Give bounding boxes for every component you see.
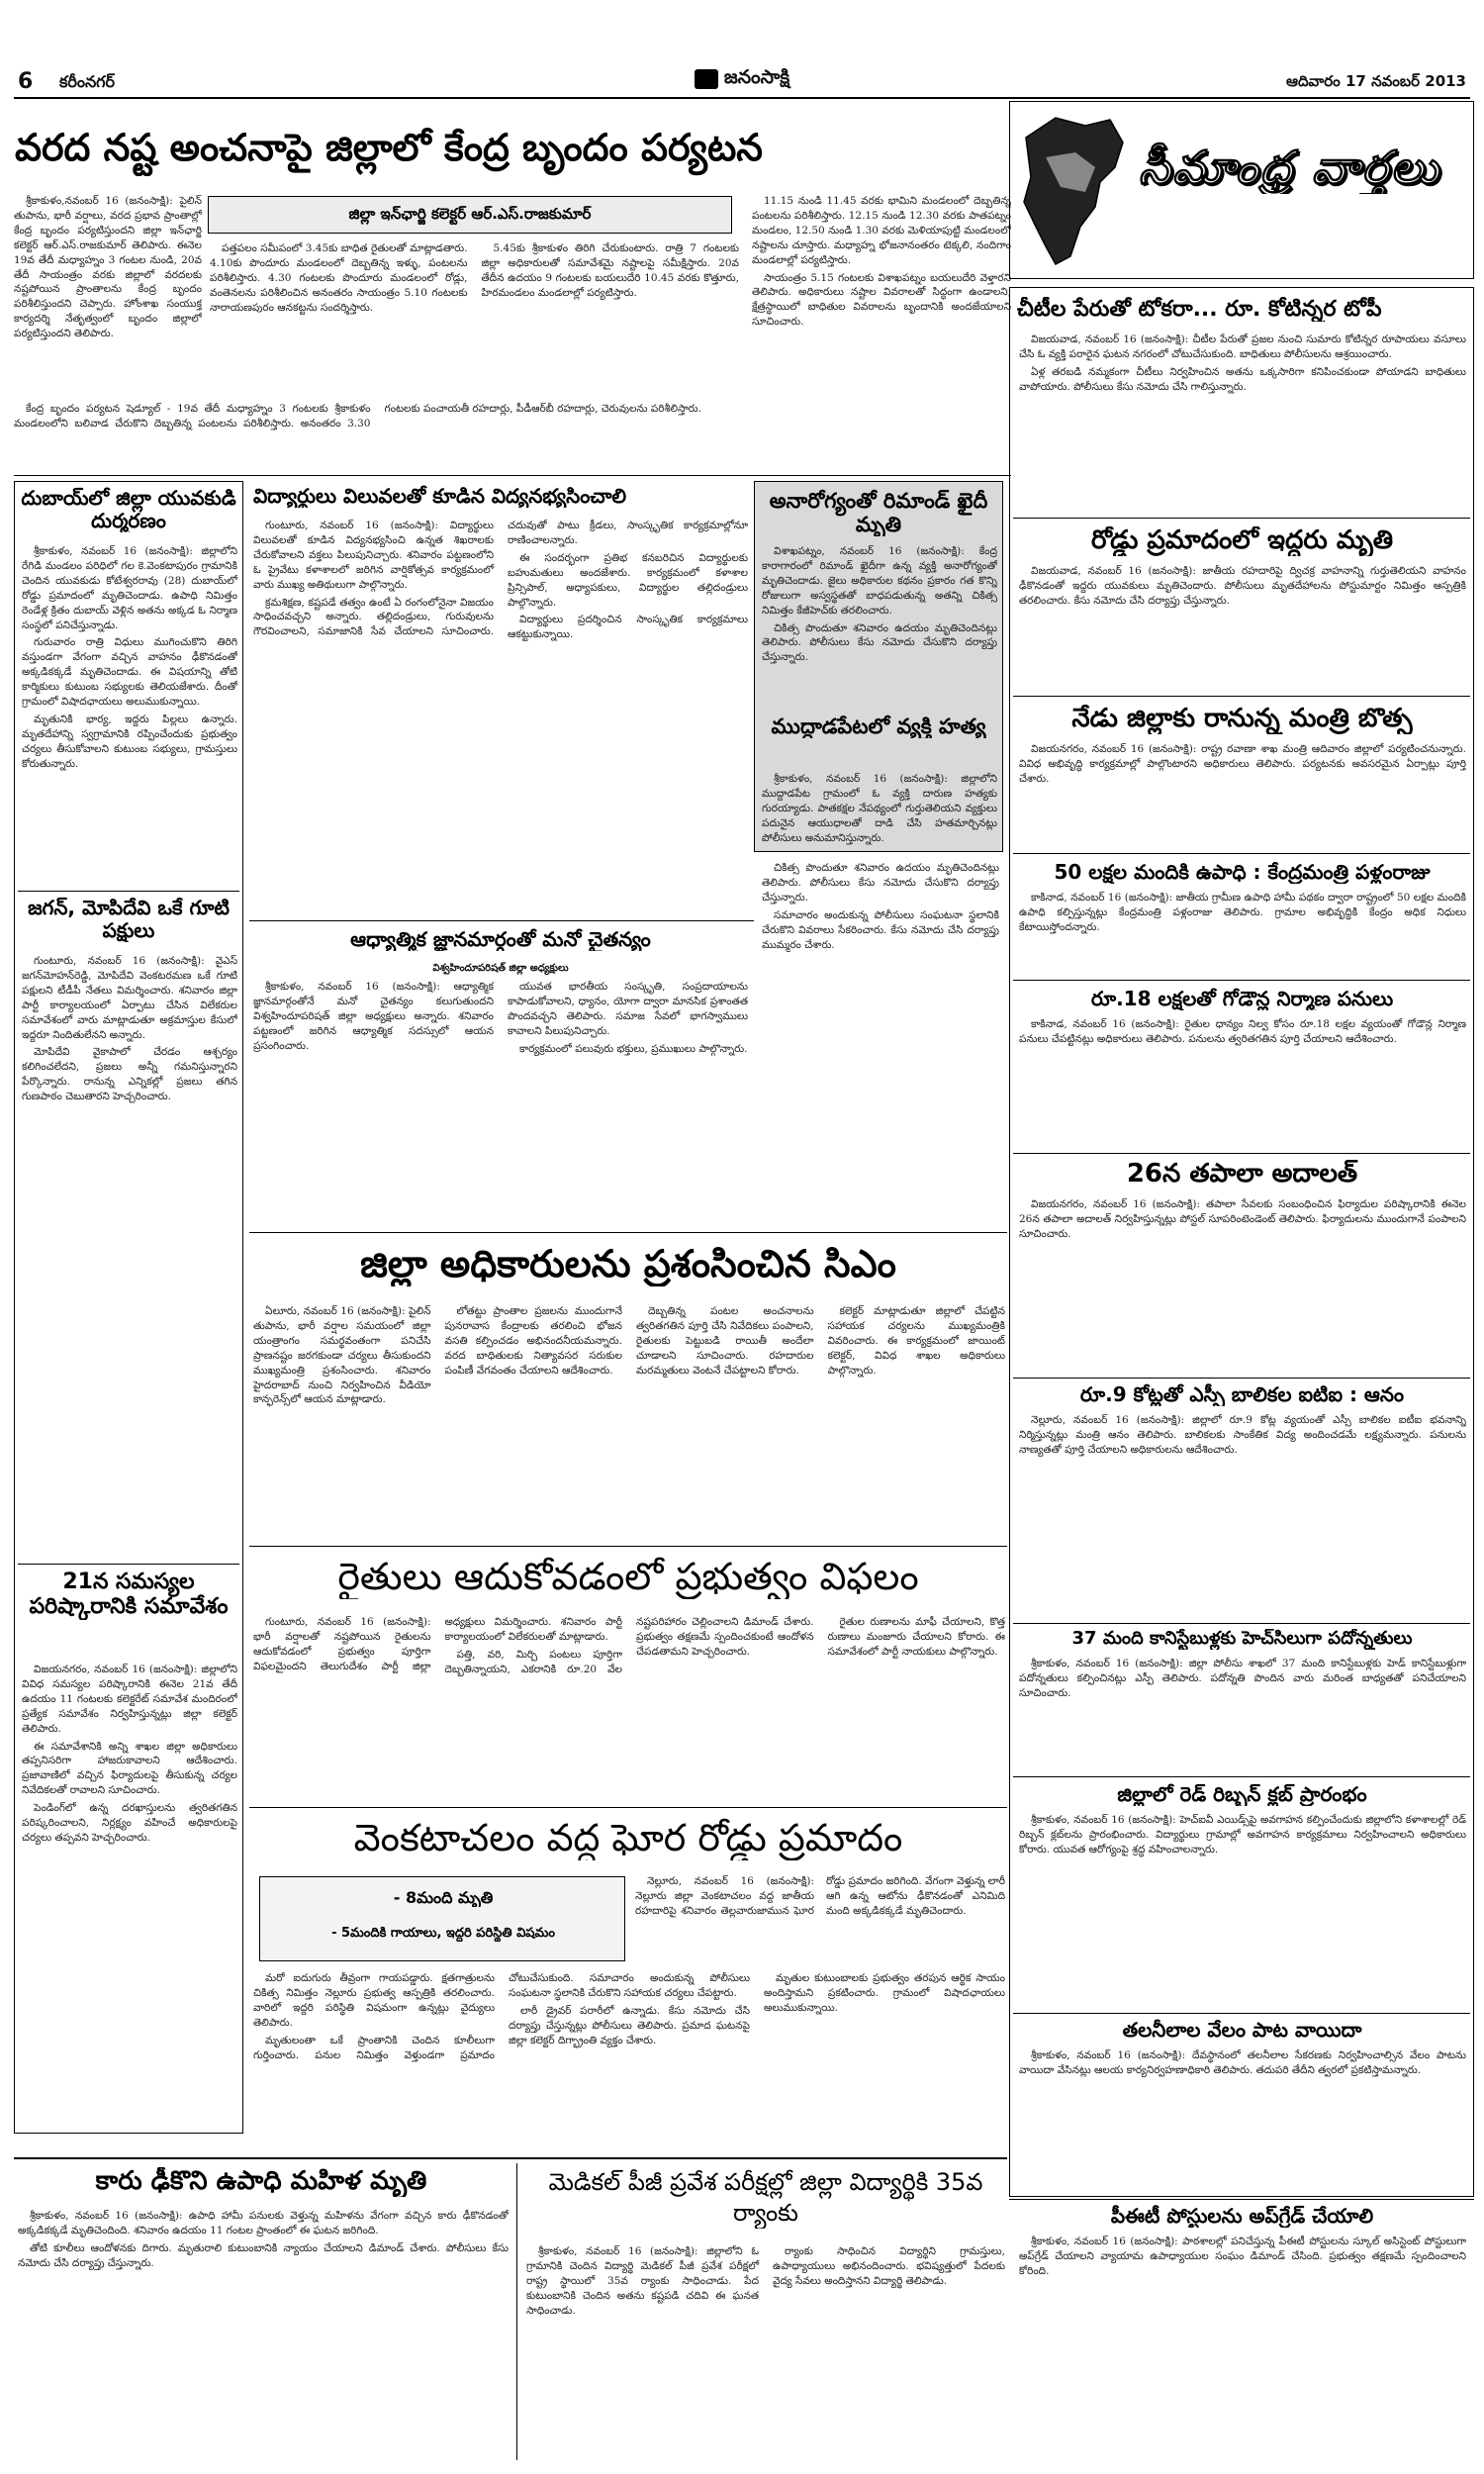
page-number: 6 [18, 69, 34, 94]
a10-para: గుంటూరు, నవంబర్ 16 (జనంసాక్షి): భారీ వర్షాలతో నష్టపోయిన రైతులను ఆదుకోవడంలో ప్రభుత్వం పూర్తిగా విఫలమైందని తెలుగుదేశం పార్టీ జిల్లా అధ్యక్షులు విమర్శించారు. శనివారం పార్టీ కార్యాలయంలో విలేకరులతో మాట్లాడారు. [253, 1616, 622, 1672]
divider [1013, 518, 1470, 519]
r9-para: శ్రీకాకుళం, నవంబర్ 16 (జనంసాక్షి): హెచ్ఐవీ ఎయిడ్స్‌పై అవగాహన కల్పించేందుకు జిల్లాలోని కళాశాలల్లో రెడ్ రిబ్బన్ క్లబ్‌లను ప్రారంభించారు. విద్యార్థులు గ్రామాల్లో అవగాహన కార్యక్రమాలు నిర్వహించాలని అధికారులు కోరారు. యువత ఆరోగ్యంపై శ్రద్ధ వహించాలన్నారు. [1019, 1814, 1466, 1856]
a2-body [22, 544, 237, 886]
a1-para: శ్రీకాకుళం,నవంబర్ 16 (జనంసాక్షి): పైలిన్ తుపాను, భారీ వర్షాలు, వరద ప్రభావ ప్రాంతాల్లో కేంద్ర బృందం పర్యటిస్తుందని జిల్లా ఇన్‌ఛార్జి కలెక్టర్ ఆర్.ఎస్.రాజకుమార్ తెలిపారు. ఈనెల 19వ తేదీ మధ్యాహ్నం 3 గంటల నుండి, 20వ తేదీ సాయంత్రం వరకు జిల్లాలో వరదలకు నష్టపోయిన ప్రాంతాలను కేంద్ర బృందం పరిశీలిస్తుందని చెప్పారు. హోంశాఖ సంయుక్త కార్యదర్శి నేతృత్వంలో బృందం జిల్లాలో పర్యటిస్తుందని తెలిపారు. [14, 195, 202, 340]
r8-para: శ్రీకాకుళం, నవంబర్ 16 (జనంసాక్షి): జిల్లా పోలీసు శాఖలో 37 మంది కానిస్టేబుళ్లకు హెడ్ కానిస్టేబుళ్లుగా పదోన్నతులు కల్పించినట్లు ఎస్పీ తెలిపారు. పదోన్నతి పొందిన వారు మరింత బాధ్యతతో పనిచేయాలని సూచించారు. [1019, 1658, 1466, 1699]
r7-headline: రూ.9 కోట్లతో ఎస్సీ బాలికల ఐటిఐ : ఆనం [1079, 1383, 1405, 1406]
a7-para: సమాచారం అందుకున్న పోలీసులు సంఘటనా స్థలానికి చేరుకొని వివరాలు సేకరించారు. కేసు నమోదు చేసి దర్యాప్తు ముమ్మరం చేశారు. [762, 908, 999, 951]
a10-para: రైతుల రుణాలను మాఫీ చేయాలని, కొత్త రుణాలు మంజూరు చేయాలని కోరారు. ఈ సమావేశంలో పార్టీ నాయకులు పాల్గొన్నారు. [827, 1616, 1005, 1658]
a11-para: మృతుల కుటుంబాలకు ప్రభుత్వం తరపున ఆర్థిక సాయం అందిస్తామని ప్రకటించారు. గ్రామంలో విషాదఛాయలు అలుముకున్నాయి. [764, 1972, 1005, 2014]
a7-headline: ముద్దాడపేటలో వ్యక్తి హత్య [771, 714, 986, 738]
a6-body [762, 544, 997, 708]
a8-headline: ఆధ్యాత్మిక జ్ఞానమార్గంతో మనో చైతన్యం [350, 928, 651, 951]
a11-para: మరో ఐదుగురు తీవ్రంగా గాయపడ్డారు. క్షతగాత్రులను చికిత్స నిమిత్తం నెల్లూరు ప్రభుత్వ ఆస్పత్రికి తరలించారు. వారిలో ఇద్దరి పరిస్థితి విషమంగా ఉన్నట్లు వైద్యులు తెలిపారు. [253, 1972, 495, 2029]
a13-body [526, 2244, 1005, 2462]
r2-body [1019, 564, 1466, 693]
r7-body [1019, 1413, 1466, 1621]
a3-body [22, 954, 237, 1558]
a11-box [259, 1876, 625, 1961]
r1-para: విజయవాడ, నవంబర్ 16 (జనంసాక్షి): చీటీల పేరుతో ప్రజల నుంచి సుమారు కోటిన్నర రూపాయలు వసూలు చేసి ఓ వ్యక్తి పరారైన ఘటన నగరంలో చోటుచేసుకుంది. బాధితులు పోలీసులను ఆశ్రయించారు. [1019, 333, 1466, 360]
r11-body [1019, 2235, 1466, 2353]
a4-body [22, 1663, 237, 2128]
r6-headline: 26న తపాలా అదాలత్ [1126, 1160, 1358, 1189]
a13-para: శ్రీకాకుళం, నవంబర్ 16 (జనంసాక్షి): జిల్లాలోని ఓ గ్రామానికి చెందిన విద్యార్థి మెడికల్ పీజీ ప్రవేశ పరీక్షలో రాష్ట్ర స్థాయిలో 35వ ర్యాంకు సాధించాడు. పేద కుటుంబానికి చెందిన అతను కష్టపడి చదివి ఈ ఘనత సాధించాడు. [526, 2245, 759, 2317]
a1-para: 11.15 నుండి 11.45 వరకు భామిని మండలంలో దెబ్బతిన్న పంటలను పరిశీలిస్తారు. 12.15 నుండి 12.30 వరకు పాతపట్నం మండలం, 12.50 నుండి 1.30 వరకు మెళియాపుట్టి మండలంలో నష్టాలను చూస్తారు. మధ్యాహ్న భోజనానంతరం టెక్కలి, నందిగాం మండలాల్లో పర్యటిస్తారు. [752, 195, 1011, 266]
a9-para: ఏలూరు, నవంబర్ 16 (జనంసాక్షి): పైలిన్ తుపాను, భారీ వర్షాల సమయంలో జిల్లా యంత్రాంగం సమర్థవంతంగా పనిచేసి ప్రాణనష్టం జరగకుండా చర్యలు తీసుకుందని ముఖ్యమంత్రి ప్రశంసించారు. శనివారం హైదరాబాద్ నుంచి నిర్వహించిన వీడియో కాన్ఫరెన్స్‌లో ఆయన మాట్లాడారు. [253, 1305, 431, 1406]
a9-body [253, 1304, 1005, 1542]
a2-headline: దుబాయ్‌లో జిల్లా యువకుడి దుర్మరణం [21, 487, 236, 532]
r1-body [1019, 333, 1466, 516]
a9-headline: జిల్లా అధికారులను ప్రశంసించిన సిఎం [360, 1243, 896, 1285]
r8-headline: 37 మంది కానిస్టేబుళ్లకు హెచ్‌సిలుగా పదోన్నతులు [1071, 1629, 1413, 1649]
divider [1013, 853, 1470, 854]
a10-para: పత్తి, వరి, మిర్చి పంటలు పూర్తిగా దెబ్బతిన్నాయని, ఎకరానికి రూ.20 వేల నష్టపరిహారం చెల్లించాలని డిమాండ్ చేశారు. ప్రభుత్వం తక్షణమే స్పందించకుంటే ఆందోళన చేపడతామని హెచ్చరించారు. [444, 1616, 814, 1675]
a12-body [18, 2209, 509, 2461]
a12-para: శ్రీకాకుళం, నవంబర్ 16 (జనంసాక్షి): ఉపాధి హామీ పనులకు వెళ్తున్న మహిళను వేగంగా వచ్చిన కారు ఢీకొనడంతో అక్కడికక్కడే మృతిచెందింది. శనివారం ఉదయం 11 గంటల ప్రాంతంలో ఈ ఘటన జరిగింది. [18, 2210, 509, 2236]
r9-headline: జిల్లాలో రెడ్ రిబ్బన్ క్లబ్ ప్రారంభం [1117, 1783, 1367, 1806]
a4-para: ఈ సమావేశానికి అన్ని శాఖల జిల్లా అధికారులు తప్పనిసరిగా హాజరుకావాలని ఆదేశించారు. ప్రజావాణిలో వచ్చిన ఫిర్యాదులపై తీసుకున్న చర్యల నివేదికలతో రావాలని సూచించారు. [22, 1740, 237, 1797]
a4-para: విజయనగరం, నవంబర్ 16 (జనంసాక్షి): జిల్లాలోని వివిధ సమస్యల పరిష్కారానికి ఈనెల 21వ తేదీ ఉదయం 11 గంటలకు కలెక్టరేట్ సమావేశ మందిరంలో ప్రత్యేక సమావేశం నిర్వహిస్తున్నట్లు జిల్లా కలెక్టర్ తెలిపారు. [22, 1664, 237, 1735]
r10-para: శ్రీకాకుళం, నవంబర్ 16 (జనంసాక్షి): దేవస్థానంలో తలనీలాల సేకరణకు నిర్వహించాల్సిన వేలం పాటను వాయిదా వేసినట్లు ఆలయ కార్యనిర్వహణాధికారి తెలిపారు. తదుపరి తేదీని త్వరలో ప్రకటిస్తామన్నారు. [1019, 2049, 1466, 2076]
a13-para: ర్యాంకు సాధించిన విద్యార్థిని గ్రామస్తులు, ఉపాధ్యాయులు అభినందించారు. భవిష్యత్తులో పేదలకు వైద్య సేవలు అందిస్తానని విద్యార్థి తెలిపాడు. [773, 2245, 1005, 2287]
a8-subline: విశ్వహిందూపరిషత్ జిల్లా అధ్యక్షులు [432, 963, 569, 974]
a12-para: తోటి కూలీలు ఆందోళనకు దిగారు. మృతురాలి కుటుంబానికి న్యాయం చేయాలని డిమాండ్ చేశారు. పోలీసులు కేసు నమోదు చేసి దర్యాప్తు చేస్తున్నారు. [18, 2241, 509, 2269]
divider [1013, 1776, 1470, 1777]
a11-box-line2: - 5మందికి గాయాలు, ఇద్దరి పరిస్థితి విషమం [331, 1927, 555, 1941]
divider [1013, 2013, 1470, 2014]
r2-para: విజయవాడ, నవంబర్ 16 (జనంసాక్షి): జాతీయ రహదారిపై ద్విచక్ర వాహనాన్ని గుర్తుతెలియని వాహనం ఢీకొనడంతో ఇద్దరు యువకులు మృతిచెందారు. పోలీసులు మృతదేహాలను పోస్టుమార్టం నిమిత్తం ఆస్పత్రికి తరలించారు. కేసు నమోదు చేసి దర్యాప్తు చేస్తున్నారు. [1019, 565, 1466, 607]
a4-para: పెండింగ్‌లో ఉన్న దరఖాస్తులను త్వరితగతిన పరిష్కరించాలని, నిర్లక్ష్యం వహించే అధికారులపై చర్యలు తప్పవని హెచ్చరించారు. [22, 1802, 237, 1844]
r4-para: కాకినాడ, నవంబర్ 16 (జనంసాక్షి): జాతీయ గ్రామీణ ఉపాధి హామీ పథకం ద్వారా రాష్ట్రంలో 50 లక్షల మందికి ఉపాధి కల్పిస్తున్నట్లు కేంద్రమంత్రి పళ్లంరాజు తెలిపారు. గ్రామాల అభివృద్ధికి కేంద్రం అధిక నిధులు కేటాయిస్తోందన్నారు. [1019, 892, 1466, 933]
a1-col-mid [14, 402, 741, 473]
a6-para: విశాఖపట్నం, నవంబర్ 16 (జనంసాక్షి): కేంద్ర కారాగారంలో రిమాండ్ ఖైదీగా ఉన్న వ్యక్తి అనారోగ్యంతో మృతిచెందాడు. జైలు అధికారుల కథనం ప్రకారం గత కొన్ని రోజులుగా అస్వస్థతతో బాధపడుతున్న అతన్ని చికిత్స నిమిత్తం కేజీహెచ్‌కు తరలించారు. [762, 545, 997, 617]
a6-para: చికిత్స పొందుతూ శనివారం ఉదయం మృతిచెందినట్లు తెలిపారు. పోలీసులు కేసు నమోదు చేసుకొని దర్యాప్తు చేస్తున్నారు. [762, 621, 997, 664]
r3-body [1019, 742, 1466, 851]
a1-col-2-3 [210, 241, 739, 400]
a1-para: 5.45కు శ్రీకాకుళం తిరిగి చేరుకుంటారు. రాత్రి 7 గంటలకు జిల్లా అధికారులతో సమావేశమై నష్టాలపై సమీక్షిస్తారు. 20వ తేదీన ఉదయం 9 గంటలకు బయలుదేరి 10.45 వరకు కొత్తూరు, హిరమండలం మండలాల్లో పర్యటిస్తారు. [481, 242, 739, 299]
r3-para: విజయనగరం, నవంబర్ 16 (జనంసాక్షి): రాష్ట్ర రవాణా శాఖ మంత్రి ఆదివారం జిల్లాలో పర్యటించనున్నారు. వివిధ అభివృద్ధి కార్యక్రమాల్లో పాల్గొంటారని అధికారులు తెలిపారు. పర్యటనకు అవసరమైన ఏర్పాట్లు పూర్తి చేశారు. [1019, 743, 1466, 785]
a8-para: శ్రీకాకుళం, నవంబర్ 16 (జనంసాక్షి): ఆధ్యాత్మిక జ్ఞానమార్గంతోనే మనో చైతన్యం కలుగుతుందని విశ్వహిందూపరిషత్ జిల్లా అధ్యక్షులు అన్నారు. శనివారం పట్టణంలో జరిగిన ఆధ్యాత్మిక సదస్సులో ఆయన ప్రసంగించారు. [253, 981, 494, 1052]
divider [1013, 1153, 1470, 1154]
a8-body-right [762, 861, 999, 1227]
a2-para: శ్రీకాకుళం, నవంబర్ 16 (జనంసాక్షి): జిల్లాలోని రేగిడి మండలం పరిధిలో గల కె.వెంకటాపురం గ్రామానికి చెందిన యువకుడు కోటేశ్వరరావు (28) దుబాయ్‌లో రోడ్డు ప్రమాదంలో మృతిచెందాడు. ఉపాధి నిమిత్తం రెండేళ్ల క్రితం దుబాయ్ వెళ్లిన అతను అక్కడ ఓ నిర్మాణ సంస్థలో పనిచేస్తున్నాడు. [22, 545, 237, 631]
r10-headline: తలనీలాల వేలం పాట వాయిదా [1122, 2019, 1362, 2042]
r3-headline: నేడు జిల్లాకు రానున్న మంత్రి బొత్స [1071, 705, 1413, 733]
r11-headline: పీఈటీ పోస్టులను అప్‌గ్రేడ్ చేయాలి [1110, 2205, 1374, 2228]
divider [516, 2163, 517, 2460]
divider [18, 891, 239, 892]
r1-headline: చీటీల పేరుతో టోకరా... రూ. కోటిన్నర టోపీ [1017, 297, 1382, 322]
a3-headline: జగన్, మోపిదేవి ఒకే గూటి పక్షులు [28, 897, 230, 942]
header-rule [14, 97, 1470, 99]
a1-subhead: జిల్లా ఇన్‌ఛార్జి కలెక్టర్ ఆర్.ఎస్.రాజకుమార్ [348, 205, 592, 224]
r11-para: శ్రీకాకుళం, నవంబర్ 16 (జనంసాక్షి): పాఠశాలల్లో పనిచేస్తున్న పీఈటీ పోస్టులను స్కూల్ అసిస్టెంట్ పోస్టులుగా అప్‌గ్రేడ్ చేయాలని వ్యాయామ ఉపాధ్యాయుల సంఘం డిమాండ్ చేసింది. ప్రభుత్వం తక్షణమే స్పందించాలని కోరింది. [1019, 2236, 1466, 2277]
a1-col-4-5 [752, 194, 1011, 471]
masthead-title: జనంసాక్షి [723, 65, 790, 88]
divider [1013, 696, 1470, 697]
r5-body [1019, 1017, 1466, 1151]
a5-para: క్రమశిక్షణ, కష్టపడే తత్వం ఉంటే ఏ రంగంలోనైనా విజయం సాధించవచ్చని అన్నారు. తల్లిదండ్రులు, గురువులను గౌరవించాలని, సమాజానికి సేవ చేయాలని సూచించారు. చదువుతో పాటు క్రీడలు, సాంస్కృతిక కార్యక్రమాల్లోనూ రాణించాలన్నారు. [253, 520, 748, 638]
a11-para: మృతులంతా ఒకే ప్రాంతానికి చెందిన కూలీలుగా గుర్తించారు. పనుల నిమిత్తం వెళ్తుండగా ప్రమాదం చోటుచేసుకుంది. సమాచారం అందుకున్న పోలీసులు సంఘటనా స్థలానికి చేరుకొని సహాయక చర్యలు చేపట్టారు. [253, 1972, 750, 2061]
a5-para: గుంటూరు, నవంబర్ 16 (జనంసాక్షి): విద్యార్థులు విలువలతో కూడిన విద్యనభ్యసించి ఉన్నత శిఖరాలకు చేరుకోవాలని వక్తలు పిలుపునిచ్చారు. శనివారం పట్టణంలోని ఓ ప్రైవేటు కళాశాలలో జరిగిన వార్షికోత్సవ కార్యక్రమంలో వారు ముఖ్య అతిథులుగా పాల్గొన్నారు. [253, 520, 494, 591]
r7-para: నెల్లూరు, నవంబర్ 16 (జనంసాక్షి): జిల్లాలో రూ.9 కోట్ల వ్యయంతో ఎస్సీ బాలికల ఐటీఐ భవనాన్ని నిర్మిస్తున్నట్లు మంత్రి ఆనం తెలిపారు. బాలికలకు సాంకేతిక విద్య అందించడమే లక్ష్యమన్నారు. పనులను నాణ్యతతో పూర్తి చేయాలని అధికారులను ఆదేశించారు. [1019, 1414, 1466, 1456]
r2-headline: రోడ్డు ప్రమాదంలో ఇద్దరు మృతి [1090, 526, 1394, 555]
divider [249, 1232, 1007, 1233]
r10-body [1019, 2048, 1466, 2192]
a12-headline: కారు ఢీకొని ఉపాధి మహిళ మృతి [95, 2167, 427, 2196]
r9-body [1019, 1813, 1466, 2011]
a1-para: పత్తపలం సమీపంలో 3.45కు బాధిత రైతులతో మాట్లాడతారు. 4.10కు పొందూరు మండలంలో దెబ్బతిన్న ఇళ్ళు, పంటలను పరిశీలిస్తారు. 4.30 గంటలకు పొందూరు మండలంలో రోడ్లు, వంతెనలను పరిశీలించిన అనంతరం సాయంత్రం 5.10 గంటలకు నారాయణపురం ఆనకట్టను సందర్శిస్తారు. [210, 242, 468, 314]
a13-headline: మెడికల్ పీజీ ప్రవేశ పరీక్షల్లో జిల్లా విద్యార్థికి 35వ ర్యాంకు [548, 2168, 983, 2228]
a5-para: ఈ సందర్భంగా ప్రతిభ కనబరిచిన విద్యార్థులకు బహుమతులు అందజేశారు. కార్యక్రమంలో కళాశాల ప్రిన్సిపాల్, అధ్యాపకులు, విద్యార్థుల తల్లిదండ్రులు పాల్గొన్నారు. [508, 551, 748, 609]
r4-body [1019, 891, 1466, 980]
seemandhra-banner-title: సీమాంధ్ర వార్తలు [1139, 142, 1441, 194]
r1-para: ఏళ్ల తరబడి నమ్మకంగా చీటీలు నిర్వహించిన అతను ఒక్కసారిగా కనిపించకుండా పోయాడని బాధితులు వాపోయారు. పోలీసులు కేసు నమోదు చేసి గాలిస్తున్నారు. [1019, 365, 1466, 393]
a1-subhead-box [208, 196, 732, 234]
a1-para: కేంద్ర బృందం పర్యటన షెడ్యూల్‌ - 19వ తేదీ మధ్యాహ్నం 3 గంటలకు శ్రీకాకుళం మండలంలోని బలివాడ చేరుకొని దెబ్బతిన్న పంటలను పరిశీలిస్తారు. అనంతరం 3.30 గంటలకు పంచాయతీ రహదార్లు, పీడీఆర్‌బీ రహదార్లు, చెరువులను పరిశీలిస్తారు. [14, 403, 701, 429]
masthead-logo [658, 65, 826, 93]
a9-para: లోతట్టు ప్రాంతాల ప్రజలను ముందుగానే పునరావాస కేంద్రాలకు తరలించి భోజన వసతి కల్పించడం అభినందనీయమన్నారు. వరద బాధితులకు నిత్యావసర సరుకుల పంపిణీ వేగవంతం చేయాలని ఆదేశించారు. [444, 1305, 622, 1377]
divider [1009, 2199, 1474, 2200]
a8-para: యువత భారతీయ సంస్కృతి, సంప్రదాయాలను కాపాడుకోవాలని, ధ్యానం, యోగా ద్వారా మానసిక ప్రశాంతత పొందవచ్చని తెలిపారు. సమాజ సేవలో భాగస్వాములు కావాలని పిలుపునిచ్చారు. [508, 981, 748, 1037]
a10-body [253, 1615, 1005, 1803]
a11-body-top-right [635, 1874, 1005, 1965]
a6-headline: అనారోగ్యంతో రిమాండ్ ఖైదీ మృతి [769, 489, 988, 537]
a9-para: దెబ్బతిన్న పంటల అంచనాలను త్వరితగతిన పూర్తి చేసి నివేదికలు పంపాలని, రైతులకు పెట్టుబడి రాయితీ అందేలా చూడాలని సూచించారు. రహదారుల మరమ్మతులు వెంటనే చేపట్టాలని కోరారు. [636, 1305, 814, 1377]
divider [1013, 1623, 1470, 1624]
divider [18, 1564, 239, 1565]
r4-headline: 50 లక్షల మందికి ఉపాధి : కేంద్రమంత్రి పళ్లంరాజు [1054, 861, 1431, 884]
andhra-map-icon [1016, 108, 1130, 271]
a5-para: విద్యార్థులు ప్రదర్శించిన సాంస్కృతిక కార్యక్రమాలు ఆకట్టుకున్నాయి. [508, 614, 748, 641]
a3-para: మోపిదేవి వైకాపాలో చేరడం ఆశ్చర్యం కలిగించలేదని, ప్రజలు అన్నీ గమనిస్తున్నారని పేర్కొన్నారు. రానున్న ఎన్నికల్లో ప్రజలు తగిన గుణపాఠం చెబుతారని హెచ్చరించారు. [22, 1046, 237, 1103]
a8-body [253, 980, 748, 1227]
a1-para: సాయంత్రం 5.15 గంటలకు విశాఖపట్నం బయలుదేరి వెళ్తారని తెలిపారు. అధికారులు నష్టాల వివరాలతో సిద్ధంగా ఉండాలని, క్షేత్రస్థాయిలో బాధితుల వివరాలను బృందానికి అందజేయాలని సూచించారు. [752, 271, 1011, 329]
a2-para: గురువారం రాత్రి విధులు ముగించుకొని తిరిగి వస్తుండగా వేగంగా వచ్చిన వాహనం ఢీకొనడంతో అక్కడికక్కడే మృతిచెందాడు. ఈ విషయాన్ని తోటి కార్మికులు కుటుంబ సభ్యులకు తెలియజేశారు. దీంతో గ్రామంలో విషాదఛాయలు అలుముకున్నాయి. [22, 636, 237, 709]
a11-para: లారీ డ్రైవర్ పరారీలో ఉన్నాడు. కేసు నమోదు చేసి దర్యాప్తు చేస్తున్నట్లు పోలీసులు తెలిపారు. ప్రమాద ఘటనపై జిల్లా కలెక్టర్ దిగ్భ్రాంతి వ్యక్తం చేశారు. [509, 2004, 750, 2046]
r6-body [1019, 1197, 1466, 1376]
a7-body [762, 772, 997, 849]
a2-para: మృతునికి భార్య, ఇద్దరు పిల్లలు ఉన్నారు. మృతదేహాన్ని స్వగ్రామానికి రప్పించేందుకు ప్రభుత్వం చర్యలు తీసుకోవాలని కుటుంబ సభ్యులు, గ్రామస్తులు కోరుతున్నారు. [22, 713, 237, 770]
r8-body [1019, 1657, 1466, 1775]
a11-box-line1: - 8మంది మృతి [393, 1889, 494, 1907]
masthead-icon [695, 69, 718, 89]
issue-date: ఆదివారం 17 నవంబర్ 2013 [1285, 72, 1466, 90]
a1-headline: వరద నష్ట అంచనాపై జిల్లాలో కేంద్ర బృందం పర్యటన [15, 127, 763, 169]
a3-para: గుంటూరు, నవంబర్ 16 (జనంసాక్షి): వైఎస్ జగన్‌మోహన్‌రెడ్డి, మోపిదేవి వెంకటరమణ ఒకే గూటి పక్షులని టీడీపీ నేతలు విమర్శించారు. శనివారం జిల్లా పార్టీ కార్యాలయంలో ఏర్పాటు చేసిన విలేకరుల సమావేశంలో వారు మాట్లాడుతూ అక్రమాస్తుల కేసులో ఇద్దరూ నిందితులేనని అన్నారు. [22, 955, 237, 1041]
divider [249, 920, 754, 921]
r5-headline: రూ.18 లక్షలతో గోడౌన్ల నిర్మాణ పనులు [1090, 988, 1394, 1010]
a11-body [253, 1971, 1005, 2130]
seemandhra-banner-box [1009, 101, 1474, 279]
a8-para: కార్యక్రమంలో పలువురు భక్తులు, ప్రముఖులు పాల్గొన్నారు. [519, 1042, 748, 1055]
divider [249, 1807, 1007, 1808]
a7-para: శ్రీకాకుళం, నవంబర్ 16 (జనంసాక్షి): జిల్లాలోని ముద్దాడపేట గ్రామంలో ఓ వ్యక్తి దారుణ హత్యకు గురయ్యాడు. పాతకక్షల నేపథ్యంలో గుర్తుతెలియని వ్యక్తులు పదునైన ఆయుధాలతో దాడి చేసి హతమార్చినట్లు పోలీసులు అనుమానిస్తున్నారు. [762, 773, 997, 844]
divider [1013, 980, 1470, 981]
a4-headline: 21న సమస్యల పరిష్కారానికి సమావేశం [29, 1570, 229, 1620]
a10-headline: రైతులు ఆదుకోవడంలో ప్రభుత్వం విఫలం [337, 1556, 919, 1598]
a11-para: నెల్లూరు, నవంబర్ 16 (జనంసాక్షి): నెల్లూరు జిల్లా వెంకటాచలం వద్ద జాతీయ రహదారిపై శనివారం తెల్లవారుజామున ఘోర రోడ్డు ప్రమాదం జరిగింది. వేగంగా వెళ్తున్న లారీ ఆగి ఉన్న ఆటోను ఢీకొనడంతో ఎనిమిది మంది అక్కడికక్కడే మృతిచెందారు. [635, 1875, 1005, 1917]
divider [249, 1546, 1007, 1547]
a5-body [253, 519, 748, 885]
r6-para: విజయనగరం, నవంబర్ 16 (జనంసాక్షి): తపాలా సేవలకు సంబంధించిన ఫిర్యాదుల పరిష్కారానికి ఈనెల 26న తపాలా అదాలత్ నిర్వహిస్తున్నట్లు పోస్టల్ సూపరింటెండెంట్ తెలిపారు. ఫిర్యాదులను ముందుగానే పంపాలని సూచించారు. [1019, 1198, 1466, 1240]
r5-para: కాకినాడ, నవంబర్ 16 (జనంసాక్షి): రైతుల ధాన్యం నిల్వ కోసం రూ.18 లక్షల వ్యయంతో గోడౌన్ల నిర్మాణ పనులు చేపట్టినట్లు అధికారులు తెలిపారు. పనులను త్వరితగతిన పూర్తి చేయాలని ఆదేశించారు. [1019, 1018, 1466, 1045]
a6-para: చికిత్స పొందుతూ శనివారం ఉదయం మృతిచెందినట్లు తెలిపారు. పోలీసులు కేసు నమోదు చేసుకొని దర్యాప్తు చేస్తున్నారు. [762, 862, 999, 904]
a11-headline: వెంకటాచలం వద్ద ఘోర రోడ్డు ప్రమాదం [353, 1817, 903, 1859]
divider [14, 2157, 1007, 2159]
edition-name: కరీంనగర్ [59, 72, 116, 91]
divider [1013, 1378, 1470, 1379]
a5-headline: విద్యార్థులు విలువలతో కూడిన విద్యనభ్యసించాలి [253, 485, 627, 508]
page-header [0, 0, 1484, 99]
divider [14, 475, 1011, 476]
a9-para: కలెక్టర్ మాట్లాడుతూ జిల్లాలో చేపట్టిన సహాయక చర్యలను ముఖ్యమంత్రికి వివరించారు. ఈ కార్యక్రమంలో జాయింట్ కలెక్టర్, వివిధ శాఖల అధికారులు పాల్గొన్నారు. [827, 1305, 1005, 1377]
